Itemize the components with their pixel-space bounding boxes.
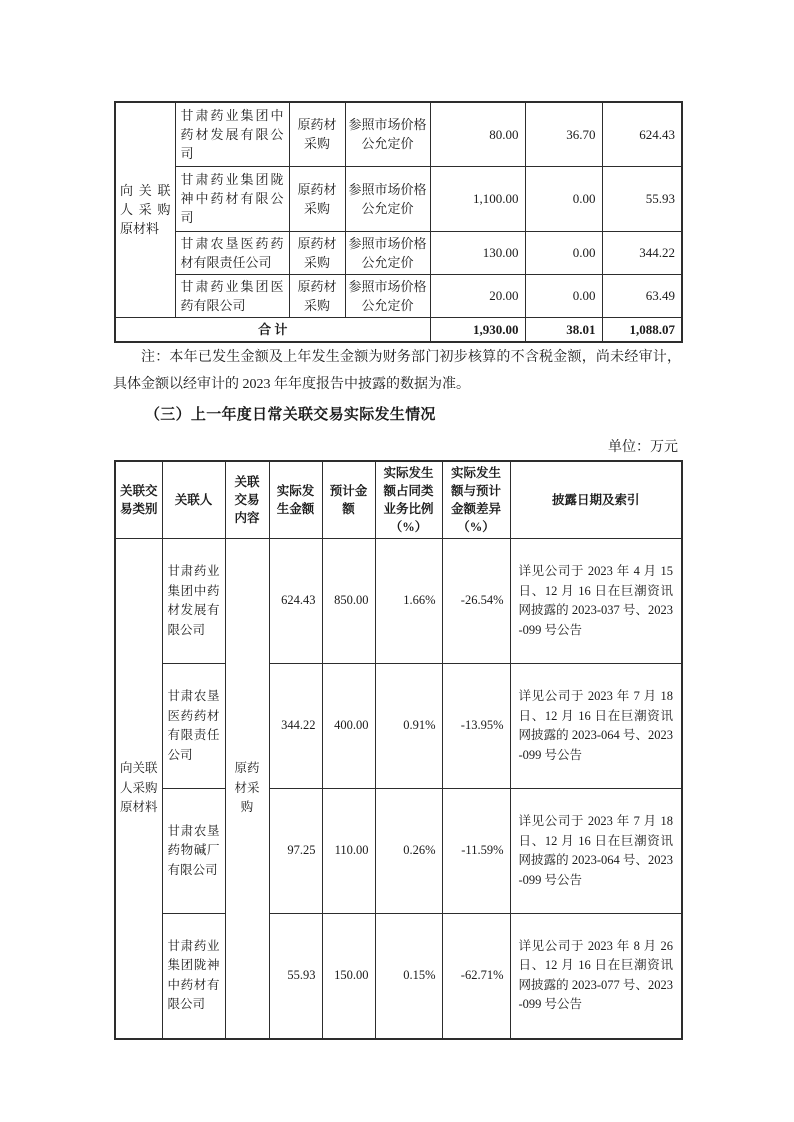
annual-plan-table (114, 101, 683, 343)
total-occurred-cell: 38.01 (525, 317, 602, 342)
actual-amount-cell: 344.22 (269, 664, 322, 789)
ratio-cell: 0.26% (375, 789, 442, 914)
transaction-content-cell: 原药材采购 (289, 102, 345, 166)
related-party-cell: 甘肃药业集团医药有限公司 (175, 274, 289, 317)
expected-amount-cell: 80.00 (430, 102, 525, 166)
expected-amount-cell: 130.00 (430, 231, 525, 274)
header-related-party: 关联人 (162, 461, 225, 539)
related-party-cell: 甘肃农垦药物碱厂有限公司 (162, 789, 225, 914)
section-heading: （三）上一年度日常关联交易实际发生情况 (145, 407, 436, 423)
related-party-cell: 甘肃农垦医药药材有限责任公司 (175, 231, 289, 274)
table-row (115, 539, 682, 664)
transaction-content-cell: 原药材采购 (289, 274, 345, 317)
audit-note: 注：本年已发生金额及上年发生金额为财务部门初步核算的不含税金额，尚未经审计，具体金额以经审计的 2023 年年度报告中披露的数据为准。 (113, 350, 681, 392)
transaction-content-cell: 原药材采购 (225, 539, 269, 1039)
total-label-cell: 合 计 (115, 317, 430, 342)
table-row (115, 274, 682, 317)
ratio-cell: 1.66% (375, 539, 442, 664)
table-row (115, 789, 682, 914)
total-row (115, 317, 682, 342)
unit-label: 单位：万元 (608, 440, 678, 455)
related-party-cell: 甘肃农垦医药药材有限责任公司 (162, 664, 225, 789)
header-category: 关联交易类别 (115, 461, 162, 539)
related-party-cell: 甘肃药业集团陇神中药材有限公司 (175, 166, 289, 231)
header-expected-amount: 预计金额 (322, 461, 375, 539)
expected-amount-cell: 850.00 (322, 539, 375, 664)
pricing-principle-cell: 参照市场价格公允定价 (345, 231, 430, 274)
occurred-amount-cell: 0.00 (525, 231, 602, 274)
actual-amount-cell: 97.25 (269, 789, 322, 914)
difference-cell: -11.59% (442, 789, 510, 914)
related-party-cell: 甘肃药业集团陇神中药材有限公司 (162, 914, 225, 1039)
expected-amount-cell: 400.00 (322, 664, 375, 789)
disclosure-cell: 详见公司于 2023 年 4 月 15 日、12 月 16 日在巨潮资讯网披露的 2023-037 号、2023-099 号公告 (510, 539, 682, 664)
table-row (115, 231, 682, 274)
occurred-amount-cell: 0.00 (525, 274, 602, 317)
difference-cell: -13.95% (442, 664, 510, 789)
prior-year-amount-cell: 344.22 (602, 231, 682, 274)
actual-amount-cell: 624.43 (269, 539, 322, 664)
table-row (115, 166, 682, 231)
difference-cell: -62.71% (442, 914, 510, 1039)
transaction-category-cell: 向关联人采购原材料 (115, 539, 162, 1039)
pricing-principle-cell: 参照市场价格公允定价 (345, 166, 430, 231)
pricing-principle-cell: 参照市场价格公允定价 (345, 102, 430, 166)
disclosure-cell: 详见公司于 2023 年 7 月 18 日、12 月 16 日在巨潮资讯网披露的 2023-064 号、2023-099 号公告 (510, 664, 682, 789)
transaction-content-cell: 原药材采购 (289, 231, 345, 274)
prior-year-amount-cell: 55.93 (602, 166, 682, 231)
expected-amount-cell: 1,100.00 (430, 166, 525, 231)
ratio-cell: 0.91% (375, 664, 442, 789)
disclosure-cell: 详见公司于 2023 年 8 月 26 日、12 月 16 日在巨潮资讯网披露的 2023-077 号、2023-099 号公告 (510, 914, 682, 1039)
disclosure-cell: 详见公司于 2023 年 7 月 18 日、12 月 16 日在巨潮资讯网披露的 2023-064 号、2023-099 号公告 (510, 789, 682, 914)
header-difference: 实际发生额与预计金额差异（%） (442, 461, 510, 539)
ratio-cell: 0.15% (375, 914, 442, 1039)
expected-amount-cell: 20.00 (430, 274, 525, 317)
prior-year-amount-cell: 63.49 (602, 274, 682, 317)
table-row (115, 664, 682, 789)
difference-cell: -26.54% (442, 539, 510, 664)
transaction-content-cell: 原药材采购 (289, 166, 345, 231)
expected-amount-cell: 150.00 (322, 914, 375, 1039)
header-row (115, 461, 682, 539)
occurred-amount-cell: 0.00 (525, 166, 602, 231)
header-disclosure: 披露日期及索引 (510, 461, 682, 539)
header-content: 关联交易内容 (225, 461, 269, 539)
expected-amount-cell: 110.00 (322, 789, 375, 914)
total-prior-year-cell: 1,088.07 (602, 317, 682, 342)
pricing-principle-cell: 参照市场价格公允定价 (345, 274, 430, 317)
prior-year-actual-table (114, 460, 683, 1040)
table-row (115, 102, 682, 166)
prior-year-amount-cell: 624.43 (602, 102, 682, 166)
occurred-amount-cell: 36.70 (525, 102, 602, 166)
header-ratio: 实际发生额占同类业务比例（%） (375, 461, 442, 539)
related-party-cell: 甘肃药业集团中药材发展有限公司 (175, 102, 289, 166)
header-actual-amount: 实际发生金额 (269, 461, 322, 539)
transaction-category-cell: 向关联人采购原材料 (115, 102, 175, 317)
total-expected-cell: 1,930.00 (430, 317, 525, 342)
actual-amount-cell: 55.93 (269, 914, 322, 1039)
related-party-cell: 甘肃药业集团中药材发展有限公司 (162, 539, 225, 664)
table-row (115, 914, 682, 1039)
